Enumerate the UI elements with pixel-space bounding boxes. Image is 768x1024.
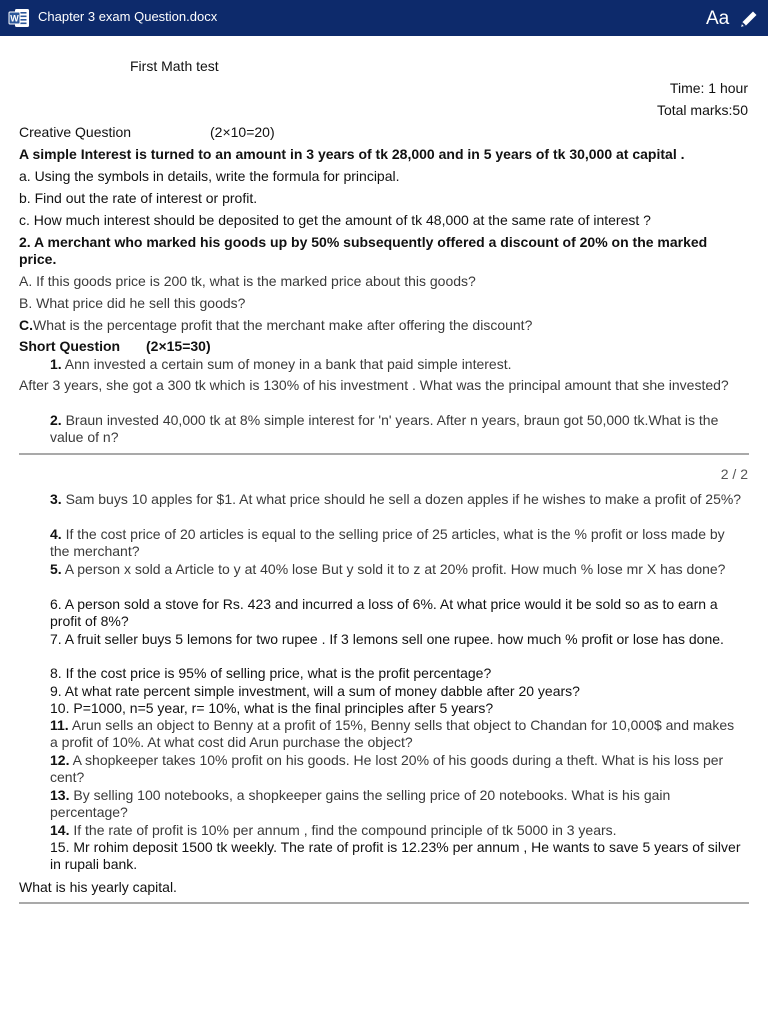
short-section-label: Short Question [19, 338, 121, 354]
creative-section-label: Creative Question [19, 124, 132, 140]
question-14 [50, 822, 617, 839]
question-14-number: 14. [50, 822, 70, 838]
page-indicator: 2 / 2 [720, 466, 748, 482]
short-q1-number: 1. [50, 356, 62, 372]
question-8: 8. If the cost price is 95% of selling price, what is the profit percentage? [50, 665, 492, 681]
question-5-text: A person x sold a Article to y at 40% lose But y sold it to z at 20% profit. How much % lose mr X has done? [61, 561, 726, 577]
total-marks-label: Total marks:50 [656, 102, 748, 118]
font-size-button[interactable]: Aa [706, 8, 730, 29]
question-13-text: By selling 100 notebooks, a shopkeeper gains the selling price of 20 notebooks. What is his gain percentage? [50, 787, 671, 820]
question-11-text: Arun sells an object to Benny at a profit of 15%, Benny sells that object to Chandan for 10,000$ and makes a profit of 10%. At what cost did Arun purchase the object? [50, 717, 735, 750]
creative-marks: (2×10=20) [210, 124, 275, 140]
creative-q2-c-prefix: C. [19, 317, 33, 333]
question-4-text: If the cost price of 20 articles is equal to the selling price of 25 articles, what is the % profit or loss made by the merchant? [50, 526, 725, 559]
question-4 [50, 526, 745, 560]
creative-q1-c: c. How much interest should be deposited to get the amount of tk 48,000 at the same rate of interest ? [19, 212, 651, 228]
short-q1 [50, 356, 512, 373]
question-9: 9. At what rate percent simple investment, will a sum of money dabble after 20 years? [50, 683, 580, 699]
creative-q2-a: A. If this goods price is 200 tk, what is the marked price about this goods? [19, 273, 476, 289]
pencil-edit-icon[interactable] [738, 8, 760, 30]
question-13 [50, 787, 745, 821]
question-12-number: 12. [50, 752, 70, 768]
short-marks: (2×15=30) [146, 338, 211, 354]
short-q1-continuation: After 3 years, she got a 300 tk which is 130% of his investment . What was the principal amount that she invested? [19, 377, 729, 393]
creative-q2-c-text: What is the percentage profit that the merchant make after offering the discount? [33, 317, 533, 333]
creative-q2 [19, 234, 744, 268]
short-q2-number: 2. [50, 412, 62, 428]
question-3-text: Sam buys 10 apples for $1. At what price should he sell a dozen apples if he wishes to make a profit of 25%? [61, 491, 742, 507]
question-11-number: 11. [50, 717, 69, 733]
question-5-number: 5. [50, 561, 62, 577]
question-12-text: A shopkeeper takes 10% profit on his goods. He lost 20% of his goods during a theft. What is his loss per cent? [50, 752, 724, 785]
creative-q1-a: a. Using the symbols in details, write the formula for principal. [19, 168, 400, 184]
question-4-number: 4. [50, 526, 62, 542]
short-q2-text: Braun invested 40,000 tk at 8% simple interest for 'n' years. After n years, braun got 50,000 tk.What is the value of n? [50, 412, 719, 445]
question-5 [50, 561, 745, 578]
test-title: First Math test [130, 58, 219, 74]
creative-q2-c [19, 317, 532, 334]
question-13-number: 13. [50, 787, 70, 803]
question-15-continuation: What is his yearly capital. [19, 879, 177, 895]
short-q1-text: Ann invested a certain sum of money in a bank that paid simple interest. [61, 356, 512, 372]
question-12 [50, 752, 745, 786]
question-10: 10. P=1000, n=5 year, r= 10%, what is the final principles after 5 years? [50, 700, 494, 716]
question-7: 7. A fruit seller buys 5 lemons for two rupee . If 3 lemons sell one rupee. how much % profit or lose has done. [50, 631, 724, 647]
page-divider [19, 453, 749, 455]
word-app-icon[interactable] [8, 7, 30, 29]
time-label: Time: 1 hour [669, 80, 748, 96]
question-11 [50, 717, 745, 751]
creative-q2-stem: A merchant who marked his goods up by 50% subsequently offered a discount of 20% on the marked price. [19, 234, 708, 267]
question-14-text: If the rate of profit is 10% per annum , find the compound principle of tk 5000 in 3 years. [69, 822, 617, 838]
creative-q2-number: 2. [19, 234, 31, 250]
question-6: 6. A person sold a stove for Rs. 423 and incurred a loss of 6%. At what price would it be sold so as to earn a profit of 8%? [50, 596, 718, 629]
creative-q2-b: B. What price did he sell this goods? [19, 295, 246, 311]
document-title: Chapter 3 exam Question.docx [38, 9, 218, 24]
app-top-bar [0, 0, 768, 36]
short-q2 [50, 412, 745, 446]
creative-q1-stem: A simple Interest is turned to an amount in 3 years of tk 28,000 and in 5 years of tk 30,000 at capital . [19, 146, 685, 162]
question-3 [50, 491, 745, 508]
page-end-divider [19, 902, 749, 904]
creative-q1-b: b. Find out the rate of interest or profit. [19, 190, 258, 206]
question-3-number: 3. [50, 491, 62, 507]
question-15: 15. Mr rohim deposit 1500 tk weekly. The rate of profit is 12.23% per annum , He wants to save 5 years of silver in rupali bank. [50, 839, 741, 872]
svg-text:W: W [10, 13, 19, 24]
